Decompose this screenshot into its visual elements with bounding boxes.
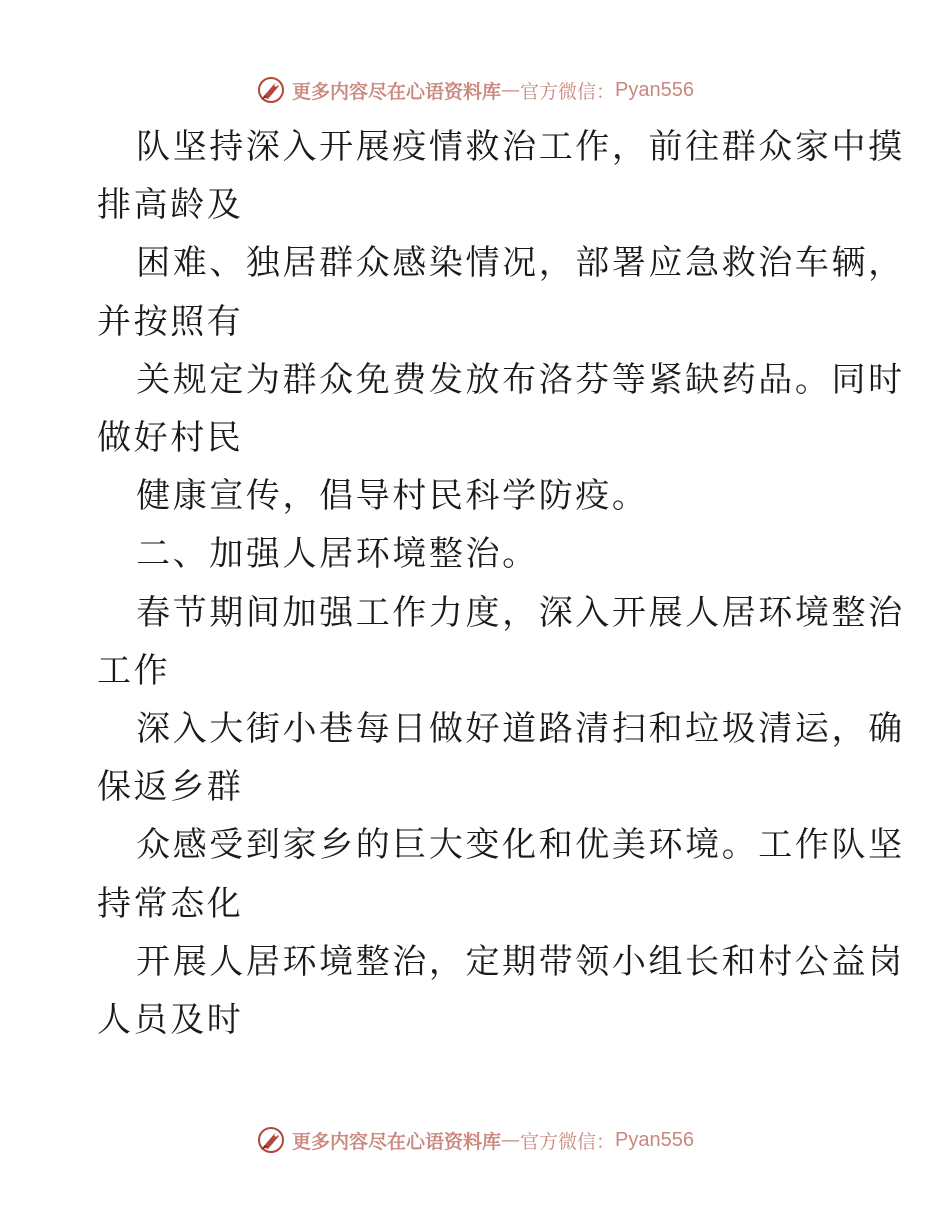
section-heading [97, 525, 857, 583]
section-heading-text: 二、加强人居环境整治。 [136, 534, 539, 575]
paragraph [97, 584, 905, 700]
watermark-wechat-label: 官方微信： [520, 80, 616, 103]
paragraph-first-line: 健康宣传，倡导村民科学防疫。 [136, 476, 649, 517]
watermark-header [0, 72, 950, 108]
pen-nib-logo-icon [256, 1125, 286, 1155]
paragraph-first-line: 开展人居环境整治，定期带领小组长和村公益岗 [136, 941, 905, 982]
paragraph-wrap-line: 排高龄及 [97, 185, 244, 226]
paragraph-first-line: 众感受到家乡的巨大变化和优美环境。工作队坚 [136, 825, 905, 866]
watermark-footer [0, 1122, 950, 1158]
paragraph-first-line: 困难、独居群众感染情况，部署应急救治车辆， [136, 243, 905, 284]
paragraph-wrap-line: 保返乡群 [97, 767, 244, 808]
watermark-main-text: 更多内容尽在心语资料库 [292, 1130, 502, 1153]
paragraph-wrap-line: 并按照有 [97, 301, 244, 342]
paragraph [97, 933, 905, 1049]
paragraph [97, 467, 857, 525]
document-body [97, 118, 905, 1049]
paragraph [97, 118, 905, 234]
pen-nib-logo-icon [256, 75, 286, 105]
paragraph-wrap-line: 人员及时 [97, 1000, 244, 1041]
paragraph-wrap-line: 做好村民 [97, 418, 244, 459]
paragraph-wrap-line: 持常态化 [97, 883, 244, 924]
paragraph [97, 700, 905, 816]
paragraph [97, 351, 905, 467]
paragraph-first-line: 春节期间加强工作力度，深入开展人居环境整治 [136, 592, 905, 633]
watermark-separator: — [501, 79, 521, 101]
watermark-wechat-id: Pyan556 [615, 78, 694, 101]
paragraph-first-line: 关规定为群众免费发放布洛芬等紧缺药品。同时 [136, 359, 905, 400]
watermark-main-text: 更多内容尽在心语资料库 [292, 80, 502, 103]
paragraph [97, 234, 905, 350]
watermark-wechat-id: Pyan556 [615, 1128, 694, 1151]
paragraph [97, 816, 905, 932]
watermark-wechat-label: 官方微信： [520, 1130, 616, 1153]
watermark-separator: — [501, 1129, 521, 1151]
paragraph-first-line: 队坚持深入开展疫情救治工作，前往群众家中摸 [136, 127, 905, 167]
paragraph-first-line: 深入大街小巷每日做好道路清扫和垃圾清运，确 [136, 709, 905, 750]
paragraph-wrap-line: 工作 [97, 650, 171, 691]
